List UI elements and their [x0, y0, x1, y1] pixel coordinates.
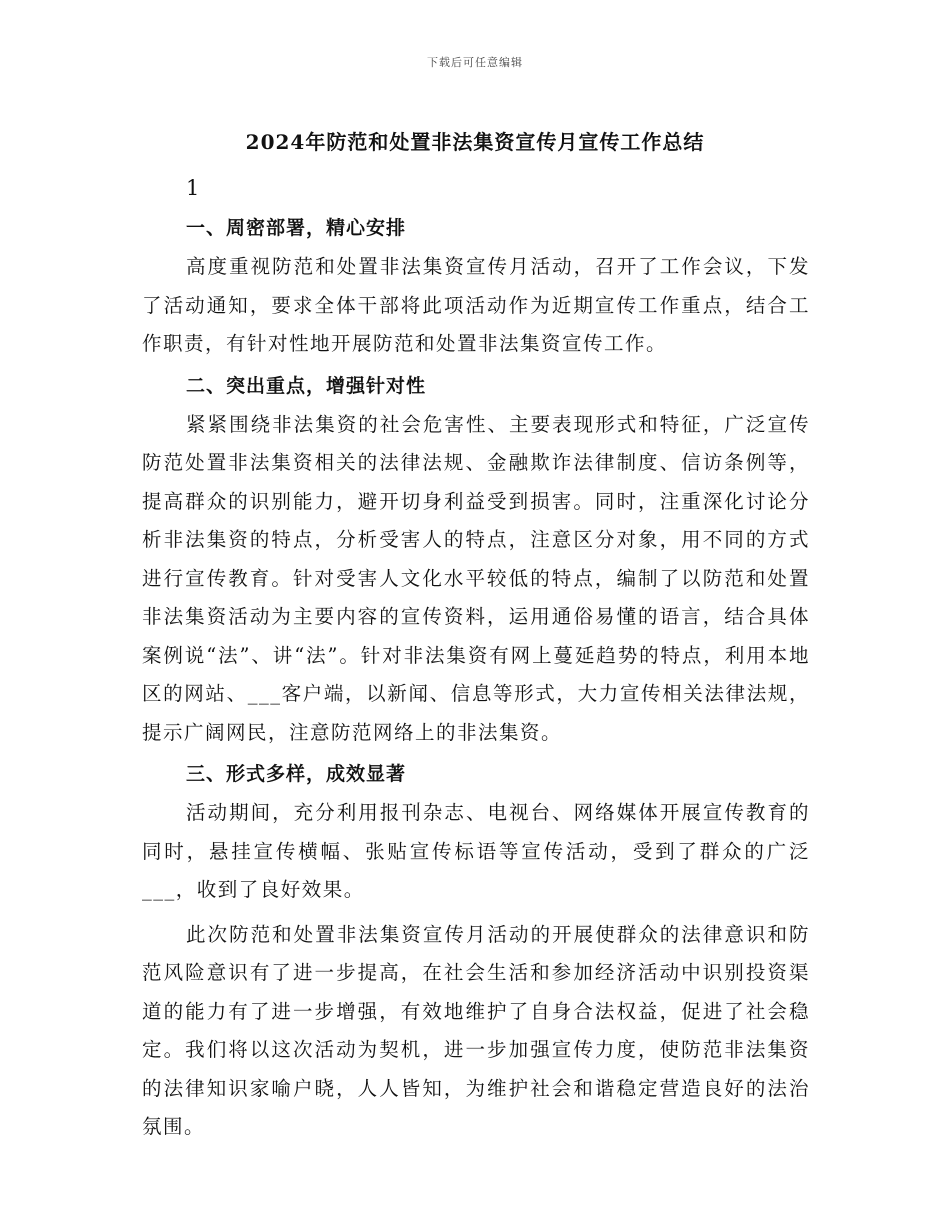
page-marker: 1	[186, 176, 200, 200]
section-3-paragraph-2: 此次防范和处置非法集资宣传月活动的开展使群众的法律意识和防范风险意识有了进一步提高，在社会生活和参加经济活动中识别投资渠道的能力有了进一步增强，有效地维护了自身合法权益，促进了社会稳定。我们将以这次活动为契机，进一步加强宣传力度，使防范非法集资的法律知识家喻户晓，人人皆知，为维护社会和谐稳定营造良好的法治氛围。	[142, 922, 810, 1138]
header-note: 下载后可任意编辑	[427, 56, 523, 69]
document-body	[142, 170, 810, 1147]
section-heading-1: 一、周密部署，精心安排	[186, 217, 407, 239]
section-2-paragraph-1: 紧紧围绕非法集资的社会危害性、主要表现形式和特征，广泛宣传防范处置非法集资相关的法律法规、金融欺诈法律制度、信访条例等，提高群众的识别能力，避开切身利益受到损害。同时，注重深化讨论分析非法集资的特点，分析受害人的特点，注意区分对象，用不同的方式进行宣传教育。针对受害人文化水平较低的特点，编制了以防范和处置非法集资活动为主要内容的宣传资料，运用通俗易懂的语言，结合具体案例说“法”、讲“法”。针对非法集资有网上蔓延趋势的特点，利用本地区的网站、___客户端，以新闻、信息等形式，大力宣传相关法律法规，提示广阔网民，注意防范网络上的非法集资。	[142, 412, 810, 744]
document-title: 2024年防范和处置非法集资宣传月宣传工作总结	[245, 130, 705, 154]
section-1-paragraph-1: 高度重视防范和处置非法集资宣传月活动，召开了工作会议，下发了活动通知，要求全体干部将此项活动作为近期宣传工作重点，结合工作职责，有针对性地开展防范和处置非法集资宣传工作。	[142, 255, 810, 355]
section-heading-3: 三、形式多样，成效显著	[186, 763, 407, 785]
section-heading-2: 二、突出重点，增强针对性	[186, 374, 427, 397]
section-3-paragraph-1: 活动期间，充分利用报刊杂志、电视台、网络媒体开展宣传教育的同时，悬挂宣传横幅、张贴宣传标语等宣传活动，受到了群众的广泛___，收到了良好效果。	[142, 801, 810, 901]
